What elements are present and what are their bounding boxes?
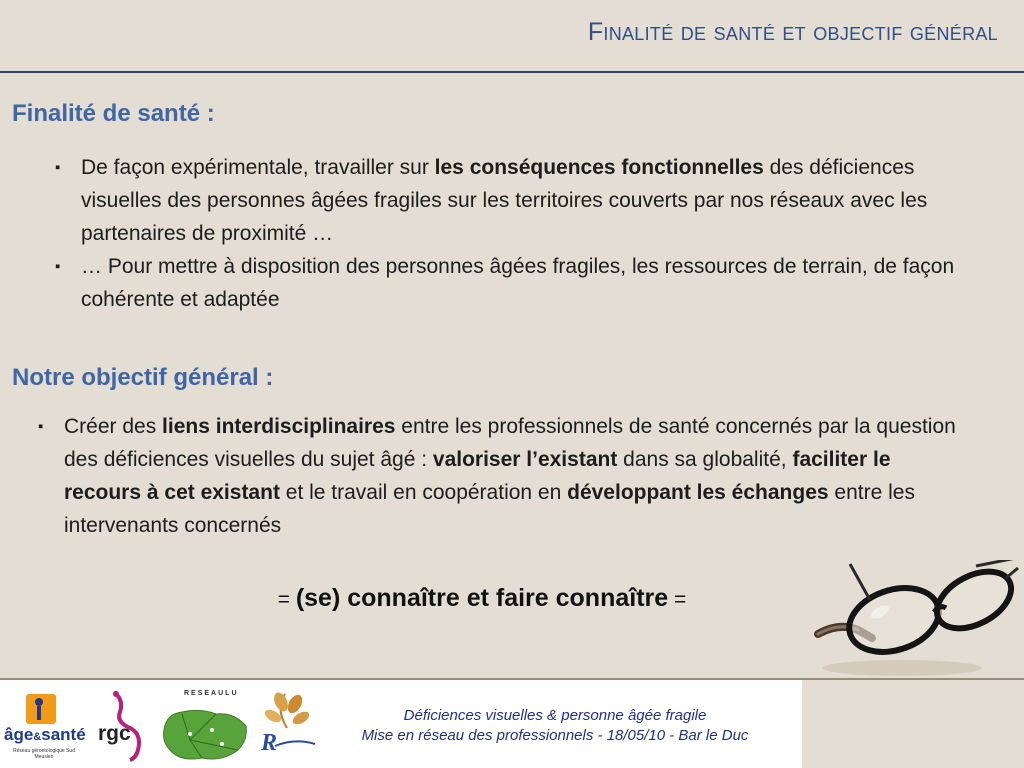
logo-word: santé (41, 725, 86, 744)
bullet-emphasis: développant les échanges (567, 481, 829, 504)
rgc-logo (94, 688, 156, 762)
logo-word: âge (4, 725, 34, 744)
reseaulu-text: RESEAULU (184, 690, 239, 697)
bullet-emphasis: faciliter le recours à cet existant (64, 448, 891, 504)
section-heading-objectif: Notre objectif général : (12, 364, 274, 391)
tagline-equals-left: = (277, 588, 296, 611)
finalite-bullet-list (55, 151, 970, 316)
bullet-text: des déficiences visuelles des personnes âgées fragiles sur les territoires couverts par nos réseaux avec les partenaires de proximité … (81, 156, 928, 245)
list-item (55, 151, 970, 250)
svg-text:R: R (261, 730, 278, 756)
square-bullet-icon: ▪ (55, 258, 61, 275)
list-item (55, 250, 970, 316)
logo-amp: & (33, 731, 42, 743)
leaf-icon (255, 688, 319, 764)
square-bullet-icon: ▪ (55, 159, 61, 176)
square-bullet-icon: ▪ (38, 418, 44, 435)
title-divider (0, 71, 1024, 73)
bullet-text: dans sa globalité, (617, 448, 793, 471)
bullet-text: De façon expérimentale, travailler sur (81, 156, 435, 179)
bullet-emphasis: les conséquences fonctionnelles (434, 156, 764, 179)
list-item (38, 410, 973, 542)
bullet-text: Créer des (64, 415, 163, 438)
age-sante-logo (4, 688, 84, 760)
rgc-text: rgc (98, 722, 131, 745)
bullet-text: entre les intervenants concernés (64, 481, 915, 537)
footer-line-1: Déficiences visuelles & personne âgée fragile (403, 707, 707, 724)
map-icon (160, 700, 250, 764)
objectif-bullet-list (38, 410, 973, 542)
section-heading-finalite: Finalité de santé : (12, 100, 215, 127)
bullet-emphasis: valoriser l’existant (432, 448, 618, 471)
leaf-network-logo (255, 688, 319, 764)
eyeglasses-icon (810, 560, 1024, 678)
logo-caption: Réseau gérontologique Sud Meusien (13, 748, 75, 760)
tagline-main: (se) connaître et faire connaître (295, 584, 669, 612)
footer-caption (320, 706, 790, 746)
slide-title: Finalité de santé et objectif général (587, 18, 998, 46)
bullet-text: … Pour mettre à disposition des personnes âgées fragiles, les ressources de terrain, de façon cohérente et adaptée (81, 255, 955, 311)
bullet-emphasis: liens interdisciplinaires (162, 415, 396, 438)
figure-icon (26, 694, 56, 724)
tagline-equals-right: = (668, 588, 687, 611)
footer-line-2: Mise en réseau des professionnels - 18/05/10 - Bar le Duc (361, 727, 749, 744)
bullet-text: et le travail en coopération en (279, 481, 568, 504)
reseaulu-logo (160, 688, 250, 764)
bullet-text: entre les professionnels de santé concernés par la question des déficiences visuelles du sujet âgé : (64, 415, 956, 471)
